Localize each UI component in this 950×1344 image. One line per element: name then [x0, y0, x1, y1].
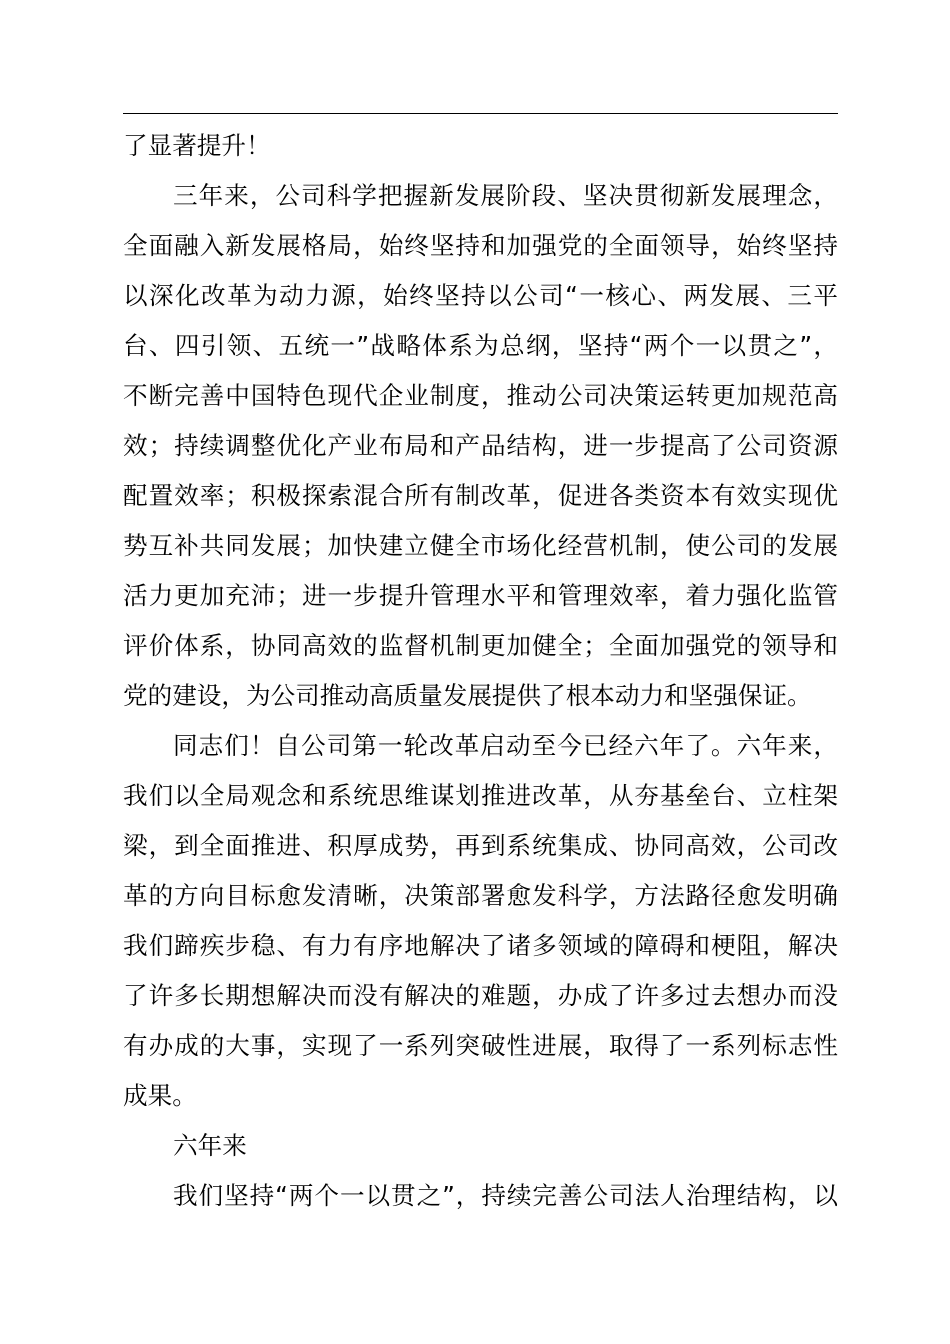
text-line: 六年来	[173, 1131, 247, 1160]
text-line: 了显著提升！	[123, 131, 271, 160]
text-line: 党的建设，为公司推动高质量发展提供了根本动力和坚强保证。	[123, 681, 812, 710]
text-line: 台、四引领、五统一”战略体系为总纲，坚持“两个一以贯之”，	[123, 331, 838, 360]
text-line: 有办成的大事，实现了一系列突破性进展，取得了一系列标志性	[123, 1031, 838, 1060]
text-line: 我们以全局观念和系统思维谋划推进改革，从夯基垒台、立柱架	[123, 781, 838, 810]
text-line: 三年来，公司科学把握新发展阶段、坚决贯彻新发展理念，	[173, 181, 838, 210]
text-line: 以深化改革为动力源，始终坚持以公司“一核心、两发展、三平	[123, 281, 838, 310]
header-rule	[123, 113, 838, 114]
text-line: 势互补共同发展；加快建立健全市场化经营机制，使公司的发展	[123, 531, 838, 560]
text-line: 我们蹄疾步稳、有力有序地解决了诸多领域的障碍和梗阻，解决	[123, 931, 838, 960]
text-line: 我们坚持“两个一以贯之”，持续完善公司法人治理结构，以	[173, 1181, 838, 1210]
text-line: 不断完善中国特色现代企业制度，推动公司决策运转更加规范高	[123, 381, 838, 410]
text-line: 同志们！自公司第一轮改革启动至今已经六年了。六年来，	[173, 731, 838, 760]
text-line: 革的方向目标愈发清晰，决策部署愈发科学，方法路径愈发明确	[123, 881, 838, 910]
text-line: 全面融入新发展格局，始终坚持和加强党的全面领导，始终坚持	[123, 231, 838, 260]
text-line: 活力更加充沛；进一步提升管理水平和管理效率，着力强化监管	[123, 581, 838, 610]
text-line: 梁，到全面推进、积厚成势，再到系统集成、协同高效，公司改	[123, 831, 838, 860]
text-line: 评价体系，协同高效的监督机制更加健全；全面加强党的领导和	[123, 631, 838, 660]
text-line: 效；持续调整优化产业布局和产品结构，进一步提高了公司资源	[123, 431, 838, 460]
text-line: 配置效率；积极探索混合所有制改革，促进各类资本有效实现优	[123, 481, 838, 510]
text-line: 了许多长期想解决而没有解决的难题，办成了许多过去想办而没	[123, 981, 838, 1010]
text-line: 成果。	[123, 1081, 197, 1110]
